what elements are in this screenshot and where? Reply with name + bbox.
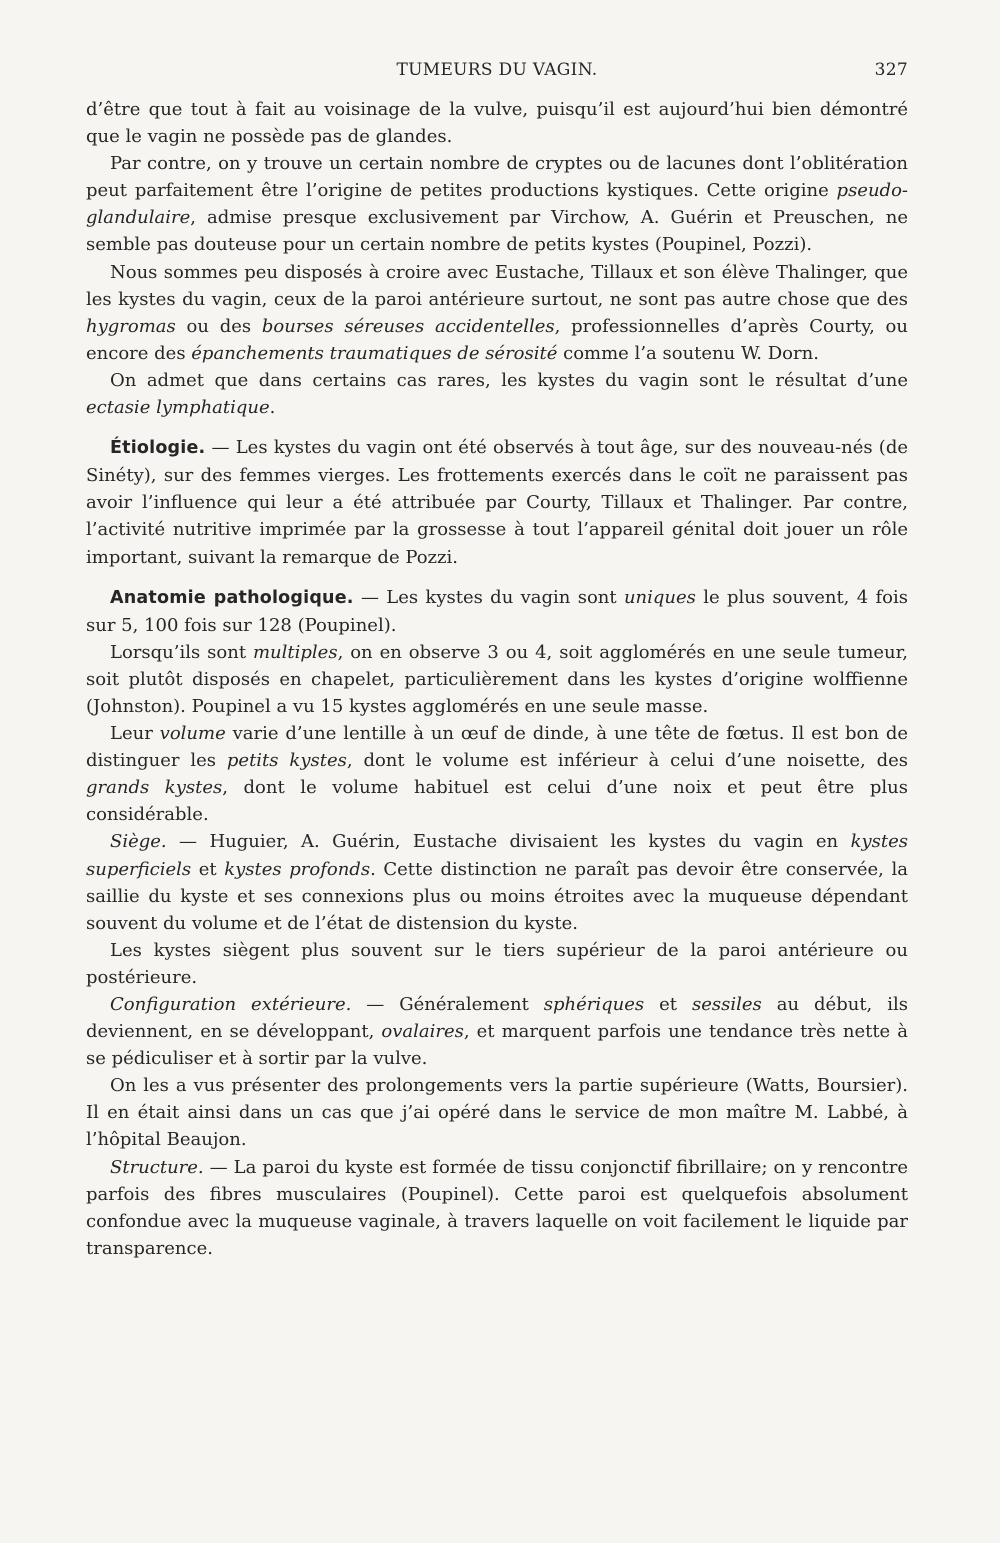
text-run: et xyxy=(644,994,692,1015)
italic-term: ovalaires xyxy=(381,1021,464,1043)
text-run: le plus souvent, 4 fois sur 5, 100 fois sur 128 (Poupinel). xyxy=(86,586,908,636)
text-run: , dont le volume habituel est celui d’une noix et peut être plus considérable. xyxy=(86,777,908,826)
italic-term: kystes profonds xyxy=(224,858,371,880)
text-run: Leur xyxy=(110,723,160,745)
text-run: , admise presque exclusivement par Virchow, A. Guérin et Preuschen, ne semble pas douteuse pour un certain nombre de petits kystes (Poupinel, Pozzi). xyxy=(86,207,908,256)
italic-term: volume xyxy=(159,723,226,745)
text-run: — La paroi du kyste est formée de tissu conjonctif fibrillaire; on y rencontre parfois des fibres musculaires (Poupinel). Cette paroi est quelquefois absolument confondue avec la muqueuse vaginale, à travers laquelle on voit facilement le liquide par transparence. xyxy=(86,1156,908,1259)
text-run: — Les kystes du vagin sont xyxy=(353,586,624,608)
italic-term: bourses séreuses accidentelles xyxy=(261,315,555,337)
text-run: Les kystes siègent plus souvent sur le tiers supérieur de la paroi antérieure ou postérieure. xyxy=(86,939,908,988)
text-run: et xyxy=(191,858,225,880)
text-run: d’être que tout à fait au voisinage de la vulve, puisqu’il est aujourd’hui bien démontré que le vagin ne possède pas de glandes. xyxy=(86,99,908,148)
text-run: . Cette distinction ne paraît pas devoir être conservée, la saillie du kyste et ses connexions plus ou moins étroites avec la muqueuse dépendant souvent du volume et de l’état de distension du kyste. xyxy=(86,858,908,934)
text-run: comme l’a soutenu W. Dorn. xyxy=(557,342,819,364)
italic-term: uniques xyxy=(623,586,696,608)
italic-term: ectasie lymphatique xyxy=(86,397,270,419)
text-run: , professionnelles d’après Courty, ou encore des xyxy=(86,315,908,364)
text-run: ou des xyxy=(175,315,262,337)
page-header xyxy=(86,60,908,88)
paragraph xyxy=(86,259,908,367)
italic-term: épanchements traumatiques de sérosité xyxy=(191,342,558,364)
italic-term: grands kystes xyxy=(86,777,223,799)
paragraph xyxy=(86,1154,908,1262)
paragraph xyxy=(86,367,908,421)
text-run: Lorsqu’ils sont xyxy=(110,641,253,663)
text-run: , dont le volume est inférieur à celui d’une noisette, des xyxy=(346,750,909,772)
text-run: au début, ils deviennent, en se développant, xyxy=(86,994,908,1043)
text-run: , on en observe 3 ou 4, soit agglomérés en une seule tumeur, soit plutôt disposés en chapelet, particulièrement dans les kystes d’origine wolffienne (Johnston). Poupinel a vu 15 kystes agglomérés en une seule masse. xyxy=(86,641,908,717)
text-run: . xyxy=(269,397,276,419)
paragraph xyxy=(86,937,908,991)
text-run: — Les kystes du vagin ont été observés à tout âge, sur des nouveau-nés (de Sinéty), sur des femmes vierges. Les frottements exercés dans le coït ne paraissent pas avoir l’influence qui leur a été attribuée par Courty, Tillaux et Thalinger. Par contre, l’activité nutritive imprimée par la grossesse à tout l’appareil génital doit jouer un rôle important, suivant la remarque de Pozzi. xyxy=(86,437,908,568)
paragraph xyxy=(86,828,908,936)
italic-term: Structure. xyxy=(110,1156,204,1178)
text-run: Nous sommes peu disposés à croire avec Eustache, Tillaux et son élève Thalinger, que les kystes du vagin, ceux de la paroi antérieure surtout, ne sont pas autre chose que des xyxy=(86,261,908,310)
text-run: On admet que dans certains cas rares, les kystes du vagin sont le résultat d’une xyxy=(110,369,908,391)
italic-term: kystes superficiels xyxy=(86,831,908,880)
paragraph xyxy=(86,991,908,1072)
section-paragraph xyxy=(86,584,908,639)
paragraph xyxy=(86,1072,908,1153)
paragraph xyxy=(86,96,908,150)
text-run: — Généralement xyxy=(351,994,544,1015)
text-run: varie d’une lentille à un œuf de dinde, à une tête de fœtus. Il est bon de distinguer les xyxy=(86,723,908,772)
italic-term: hygromas xyxy=(86,315,176,337)
section-heading: Étiologie. xyxy=(110,438,206,459)
section-heading: Anatomie pathologique. xyxy=(110,587,354,608)
paragraph xyxy=(86,720,908,828)
paragraph xyxy=(86,639,908,720)
text-run: — Huguier, A. Guérin, Eustache divisaient les kystes du vagin en xyxy=(166,831,851,853)
italic-term: petits kystes xyxy=(226,750,347,772)
italic-term: Siège. xyxy=(110,831,167,853)
italic-term: sphériques xyxy=(543,994,645,1015)
section-paragraph xyxy=(86,434,908,570)
page-number: 327 xyxy=(874,60,908,80)
italic-term: multiples xyxy=(252,641,338,663)
text-run: Par contre, on y trouve un certain nombre de cryptes ou de lacunes dont l’oblitération peut parfaitement être l’origine de petites productions kystiques. Cette origine xyxy=(86,153,908,202)
italic-term: sessiles xyxy=(692,994,762,1015)
paragraph xyxy=(86,150,908,258)
italic-term: Configuration extérieure. xyxy=(110,994,352,1015)
text-run: , et marquent parfois une tendance très nette à se pédiculiser et à sortir par la vulve. xyxy=(86,1021,908,1070)
italic-term: pseudo-glandulaire xyxy=(86,180,908,229)
running-title: TUMEURS DU VAGIN. xyxy=(396,60,598,80)
page-body-text xyxy=(86,96,908,1262)
text-run: On les a vus présenter des prolongements vers la partie supérieure (Watts, Boursier). Il en était ainsi dans un cas que j’ai opéré dans le service de mon maître M. Labbé, à l’hôpital Beaujon. xyxy=(86,1075,908,1151)
